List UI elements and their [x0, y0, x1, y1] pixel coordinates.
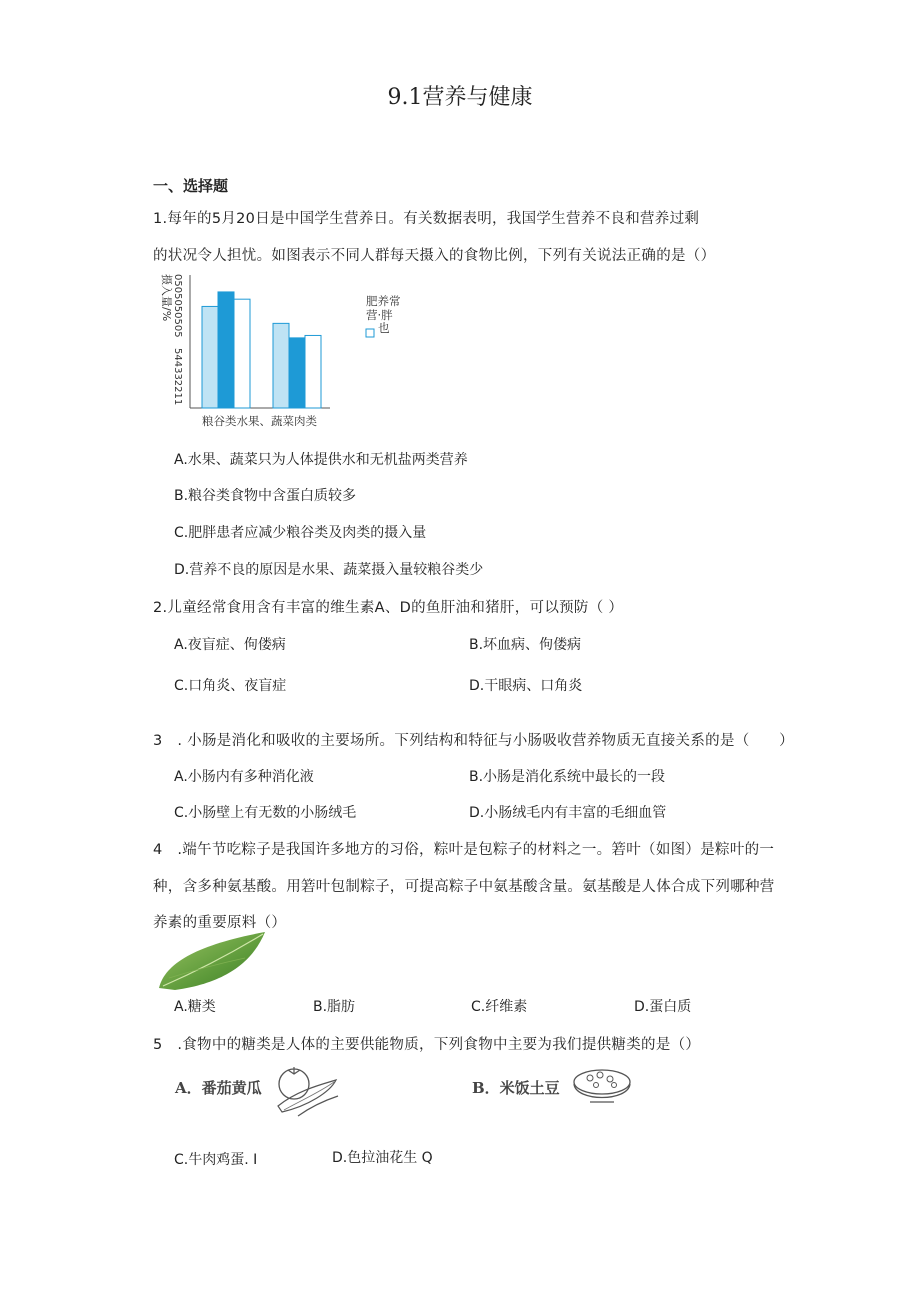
bar-0-series-2	[234, 299, 250, 408]
chart-xlabel: 粮谷类水果、蔬菜肉类	[202, 414, 317, 428]
q2-option-d[interactable]: D.干眼病、口角炎	[469, 678, 583, 694]
q2-option-c[interactable]: C.口角炎、夜盲症	[174, 678, 287, 694]
q1-option-c[interactable]: C.肥胖患者应减少粮谷类及肉类的摄入量	[174, 525, 427, 541]
bar-0-series-0	[202, 306, 218, 408]
food-intake-bar-chart	[150, 270, 420, 435]
question-2-stem: 2.儿童经常食用含有丰富的维生素A、D的鱼肝油和猪肝，可以预防（ ）	[153, 600, 624, 616]
q5-option-d[interactable]: D.色拉油花生 Q	[332, 1150, 433, 1166]
section-heading: 一、选择题	[153, 177, 229, 195]
q3-option-d[interactable]: D.小肠绒毛内有丰富的毛细血管	[469, 805, 667, 821]
q1-option-b[interactable]: B.粮谷类食物中含蛋白质较多	[174, 488, 357, 504]
q5-option-b-label[interactable]: B．米饭土豆	[472, 1079, 560, 1097]
q2-option-a[interactable]: A.夜盲症、佝偻病	[174, 637, 286, 653]
question-5-stem: 5 .食物中的糖类是人体的主要供能物质，下列食物中主要为我们提供糖类的是（）	[153, 1037, 701, 1053]
q5-option-c[interactable]: C.牛肉鸡蛋. I	[174, 1152, 258, 1168]
chart-tick-labels-2: 544332211	[172, 348, 183, 406]
q4-option-c[interactable]: C.纤维素	[471, 999, 528, 1015]
bar-1-series-2	[305, 335, 321, 408]
chart-ylabel: 摄入量/%	[160, 274, 173, 322]
q4-option-d[interactable]: D.蛋白质	[634, 999, 692, 1015]
bar-1-series-1	[289, 338, 305, 408]
q3-option-b[interactable]: B.小肠是消化系统中最长的一段	[469, 769, 666, 785]
chart-tick-labels-1: 0505050505	[172, 274, 183, 338]
chart-legend-line-2: 营·胖	[366, 308, 393, 322]
question-4-line-3: 养素的重要原料（）	[153, 915, 287, 931]
q1-option-d[interactable]: D.营养不良的原因是水果、蔬菜摄入量较粮谷类少	[174, 562, 484, 578]
q3-option-a[interactable]: A.小肠内有多种消化液	[174, 769, 314, 785]
question-4-line-1: 4 .端午节吃粽子是我国许多地方的习俗，粽叶是包粽子的材料之一。箬叶（如图）是粽叶的一	[153, 842, 775, 858]
chart-legend-line-1: 肥养常	[366, 294, 401, 308]
q4-option-b[interactable]: B.脂肪	[313, 999, 356, 1015]
chart-legend-swatch	[366, 329, 374, 337]
bamboo-leaf-image	[155, 930, 270, 995]
page-title: 9.1营养与健康	[387, 85, 533, 110]
question-3-stem: 3 . 小肠是消化和吸收的主要场所。下列结构和特征与小肠吸收营养物质无直接关系的是（ ）	[153, 733, 794, 749]
rice-bowl-drawing	[568, 1060, 636, 1115]
chart-legend-line-3: 也	[378, 321, 390, 335]
q2-option-b[interactable]: B.坏血病、佝偻病	[469, 637, 582, 653]
tomato-cucumber-drawing	[268, 1060, 340, 1120]
question-1-line-2: 的状况令人担忧。如图表示不同人群每天摄入的食物比例，下列有关说法正确的是（）	[153, 248, 716, 264]
question-4-line-2: 种，含多种氨基酸。用箬叶包制粽子，可提高粽子中氨基酸含量。氨基酸是人体合成下列哪种营	[153, 879, 775, 895]
question-1-line-1: 1.每年的5月20日是中国学生营养日。有关数据表明，我国学生营养不良和营养过剩	[153, 211, 700, 227]
bar-1-series-0	[273, 323, 289, 408]
q1-option-a[interactable]: A.水果、蔬菜只为人体提供水和无机盐两类营养	[174, 452, 468, 468]
bar-0-series-1	[218, 292, 234, 408]
q4-option-a[interactable]: A.糖类	[174, 999, 216, 1015]
q3-option-c[interactable]: C.小肠壁上有无数的小肠绒毛	[174, 805, 357, 821]
q5-option-a-label[interactable]: A．番茄黄瓜	[175, 1079, 262, 1097]
